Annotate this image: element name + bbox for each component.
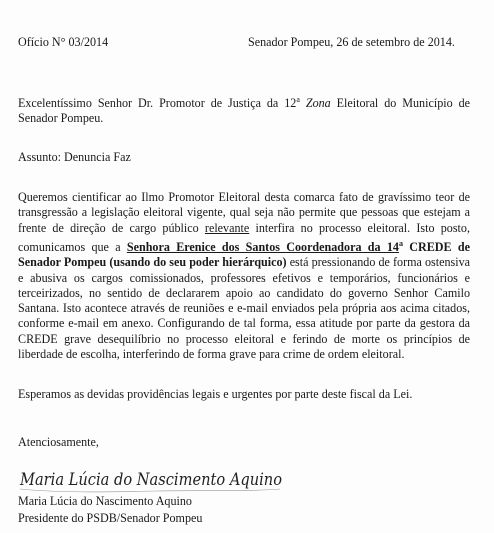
letter-number: Ofício N° 03/2014 — [18, 35, 109, 49]
p1-relevante: relevante — [204, 220, 250, 235]
body-paragraph-1 — [18, 190, 470, 362]
closing-salutation: Atenciosamente, — [18, 435, 99, 449]
addressee-zona: Zona — [305, 96, 331, 111]
p1-text-b: interfira no processo eleitoral. Isto posto, comunicamos que a — [18, 220, 470, 254]
p1-ordinal: a — [398, 238, 403, 248]
signature-stroke — [20, 489, 280, 492]
handwritten-signature — [18, 458, 308, 496]
p1-text-c: está pressionando de forma ostensiva e abusiva os cargos comissionados, professores efetivos e temporários, funcionários e terceirizados, no sentido de declararem apoio ao candidato do governo Senhor Camilo Santana. Isto acontece através de reuniões e e-mail enviados pela própria aos acima citados, conforme e-mail em anexo. Configurando de tal forma, essa atitude por parte da gestora da CREDE grave desequilíbrio no processo eleitoral e ferindo de morte os princípios de liberdade de escolha, interferindo de forma grave para crime de ordem eleitoral. — [18, 255, 471, 361]
signature-script: Maria Lúcia do Nascimento Aquino — [19, 470, 283, 489]
body-paragraph-2: Esperamos as devidas providências legais e urgentes por parte deste fiscal da Lei. — [18, 387, 413, 401]
p1-senhora: Senhora Erenice dos Santos Coordenadora da 14 — [126, 239, 399, 254]
p1-crede: CREDE de Senador Pompeu (usando do seu poder hierárquico) — [18, 239, 470, 270]
p1-text-a: Queremos cientificar ao Ilmo Promotor Eleitoral desta comarca fato de gravíssimo teor de transgressão a legislação eleitoral vigente, qual seja não permite que pessoas que estejam a frente de direção de cargo público — [18, 190, 470, 235]
addressee-ordinal: a — [296, 95, 300, 104]
signer-title: Presidente do PSDB/Senador Pompeu — [18, 511, 203, 525]
subject-line: Assunto: Denuncia Faz — [18, 150, 131, 164]
addressee-text-c: Senador Pompeu. — [18, 111, 104, 126]
letter-date: Senador Pompeu, 26 de setembro de 2014. — [248, 35, 455, 49]
signer-name: Maria Lúcia do Nascimento Aquino — [18, 494, 192, 508]
addressee-text-b: Eleitoral do Município de — [336, 96, 470, 111]
addressee-text-a: Excelentíssimo Senhor Dr. Promotor de Justiça da 12 — [18, 96, 297, 111]
addressee-block — [18, 92, 470, 127]
